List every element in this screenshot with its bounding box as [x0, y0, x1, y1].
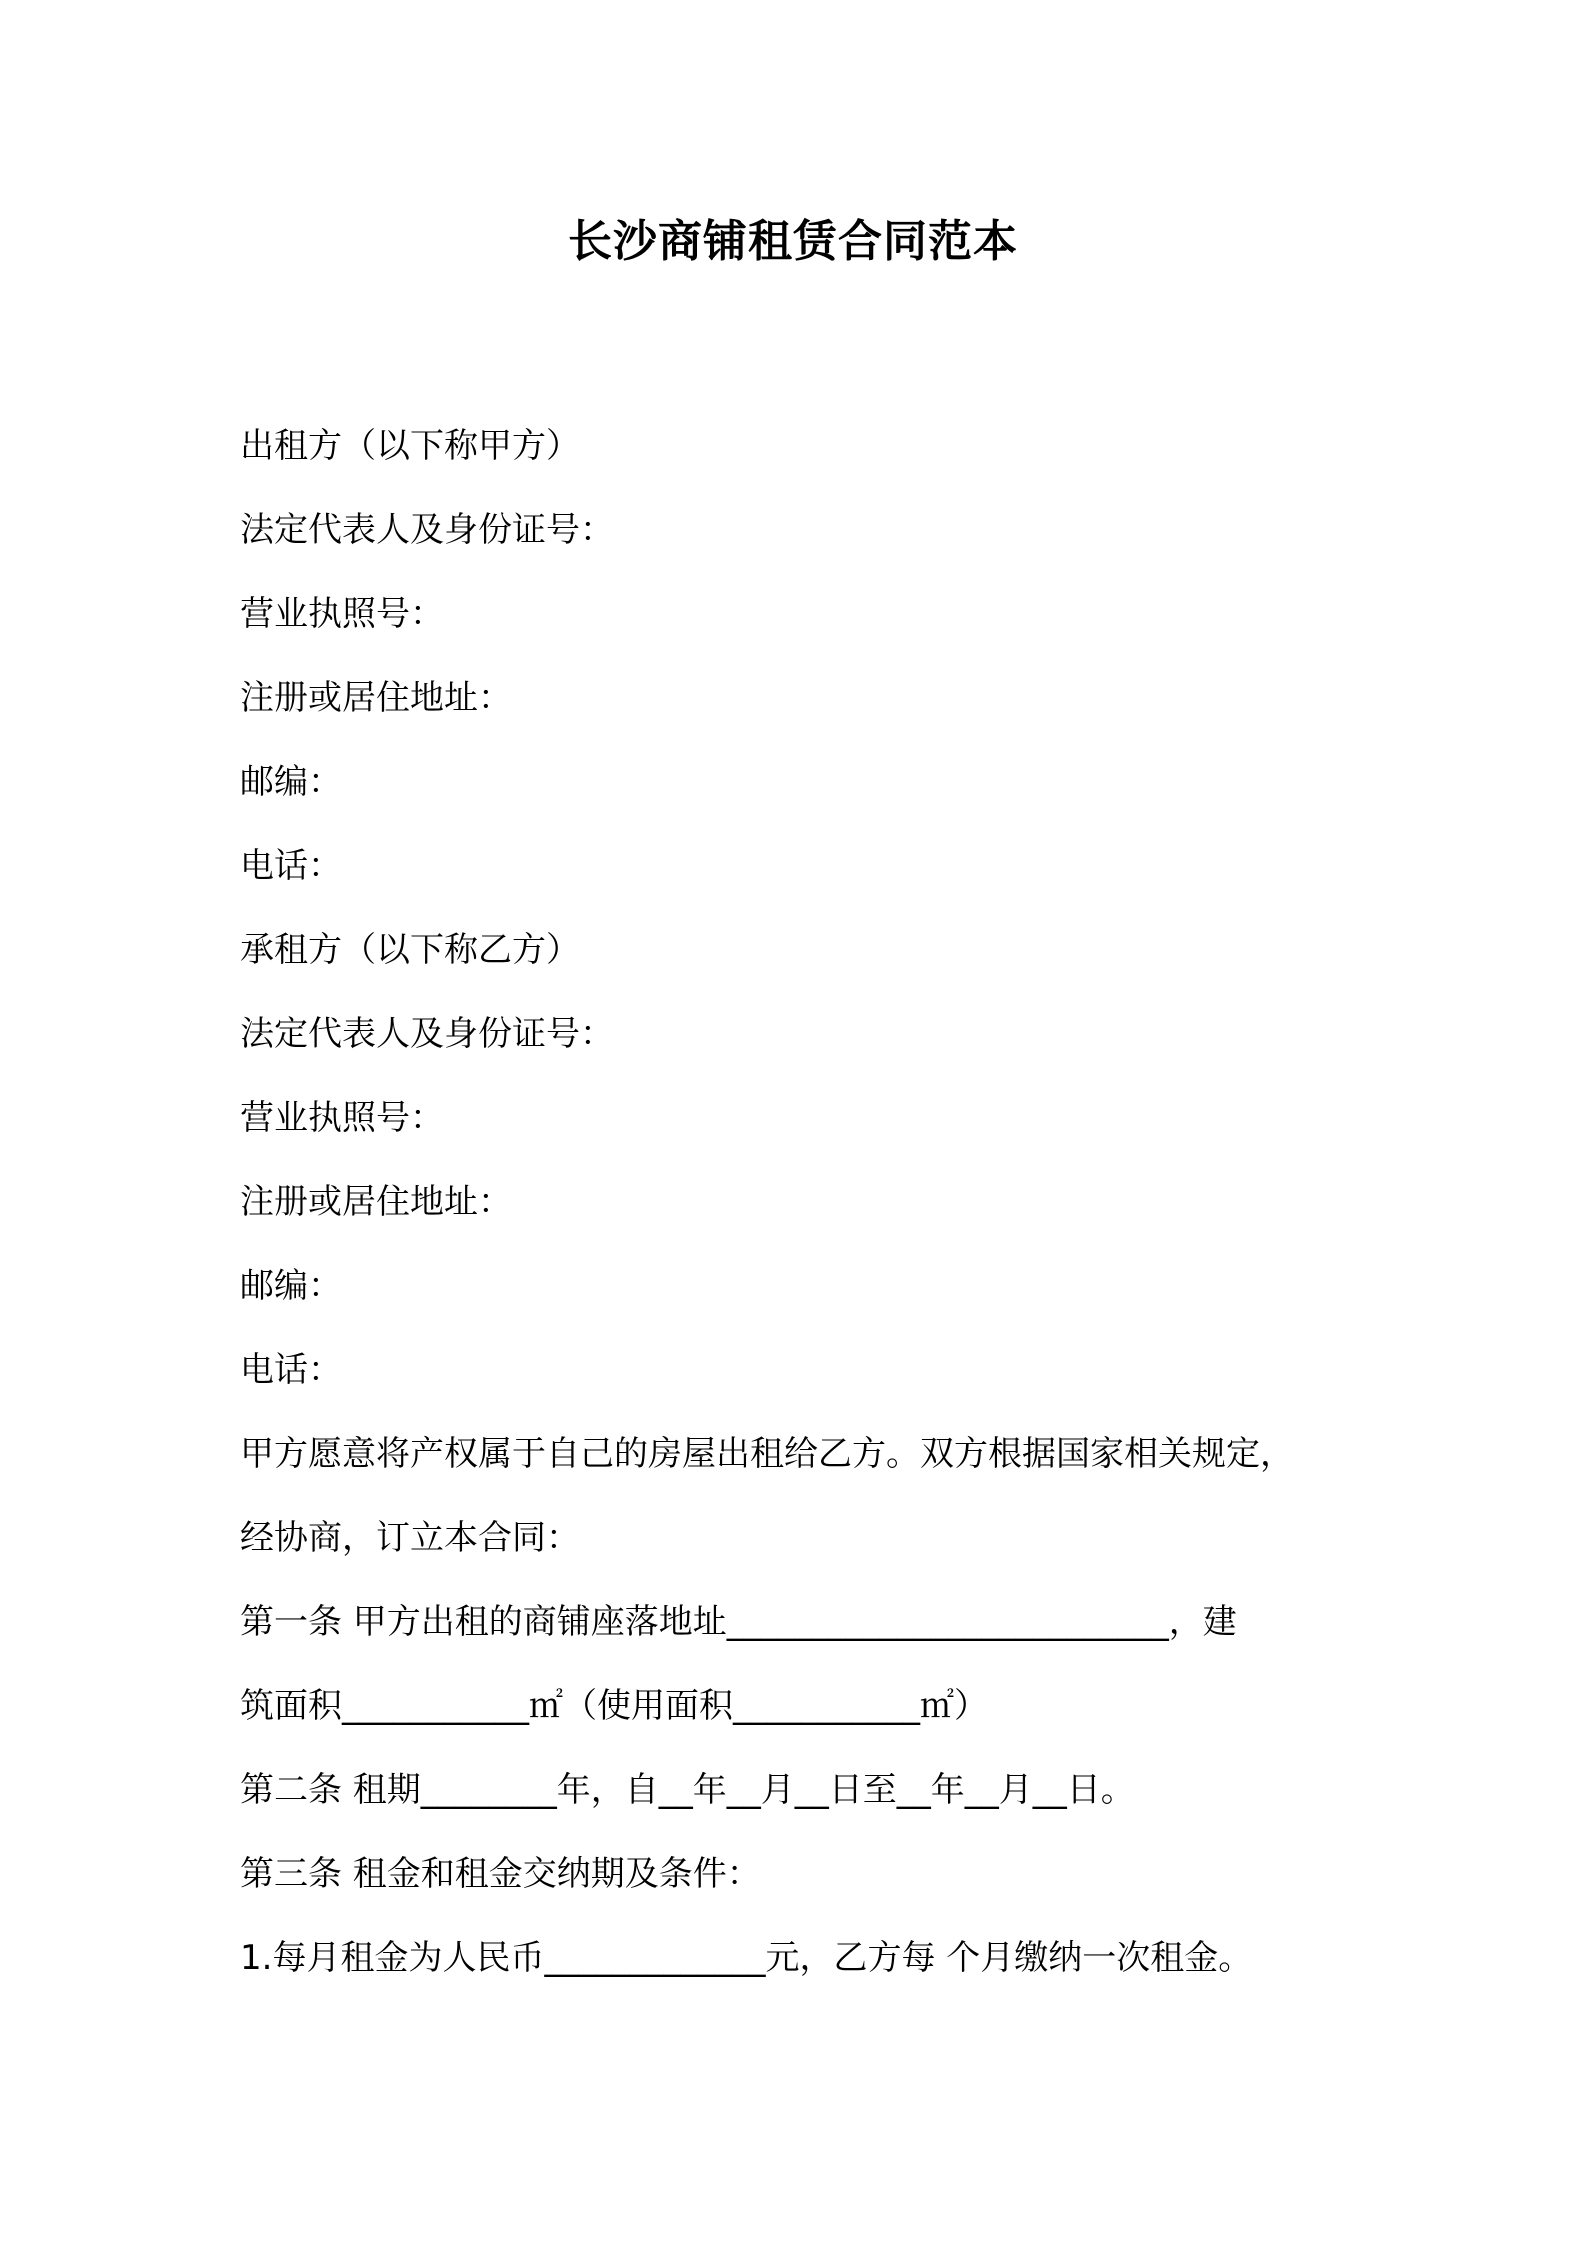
document-title: 长沙商铺租赁合同范本: [568, 216, 1018, 267]
lessor-address: 注册或居住地址：: [240, 678, 512, 718]
document-body: [240, 404, 1420, 2000]
article-2: 第二条 租期________年，自__年__月__日至__年__月__日。: [240, 1770, 1135, 1810]
article-1-line-2: 筑面积___________㎡（使用面积___________㎡）: [240, 1686, 988, 1726]
lessee-legal-rep-id: 法定代表人及身份证号：: [240, 1014, 614, 1054]
lessee-phone: 电话：: [240, 1350, 342, 1390]
article-1-line-1: 第一条 甲方出租的商铺座落地址__________________________，建: [240, 1602, 1237, 1642]
lessee-business-license: 营业执照号：: [240, 1098, 444, 1138]
lessee-address: 注册或居住地址：: [240, 1182, 512, 1222]
lessor-legal-rep-id: 法定代表人及身份证号：: [240, 510, 614, 550]
article-3-heading: 第三条 租金和租金交纳期及条件：: [240, 1854, 761, 1894]
lessor-phone: 电话：: [240, 846, 342, 886]
lessor-heading: 出租方（以下称甲方）: [240, 426, 580, 466]
lessor-business-license: 营业执照号：: [240, 594, 444, 634]
preamble-line-2: 经协商，订立本合同：: [240, 1518, 580, 1558]
lessee-postcode: 邮编：: [240, 1266, 342, 1306]
lessor-postcode: 邮编：: [240, 762, 342, 802]
lessee-heading: 承租方（以下称乙方）: [240, 930, 580, 970]
article-3-item-1: 1.每月租金为人民币_____________元，乙方每 个月缴纳一次租金。: [240, 1938, 1253, 1978]
preamble-line-1: 甲方愿意将产权属于自己的房屋出租给乙方。双方根据国家相关规定，: [240, 1434, 1294, 1474]
